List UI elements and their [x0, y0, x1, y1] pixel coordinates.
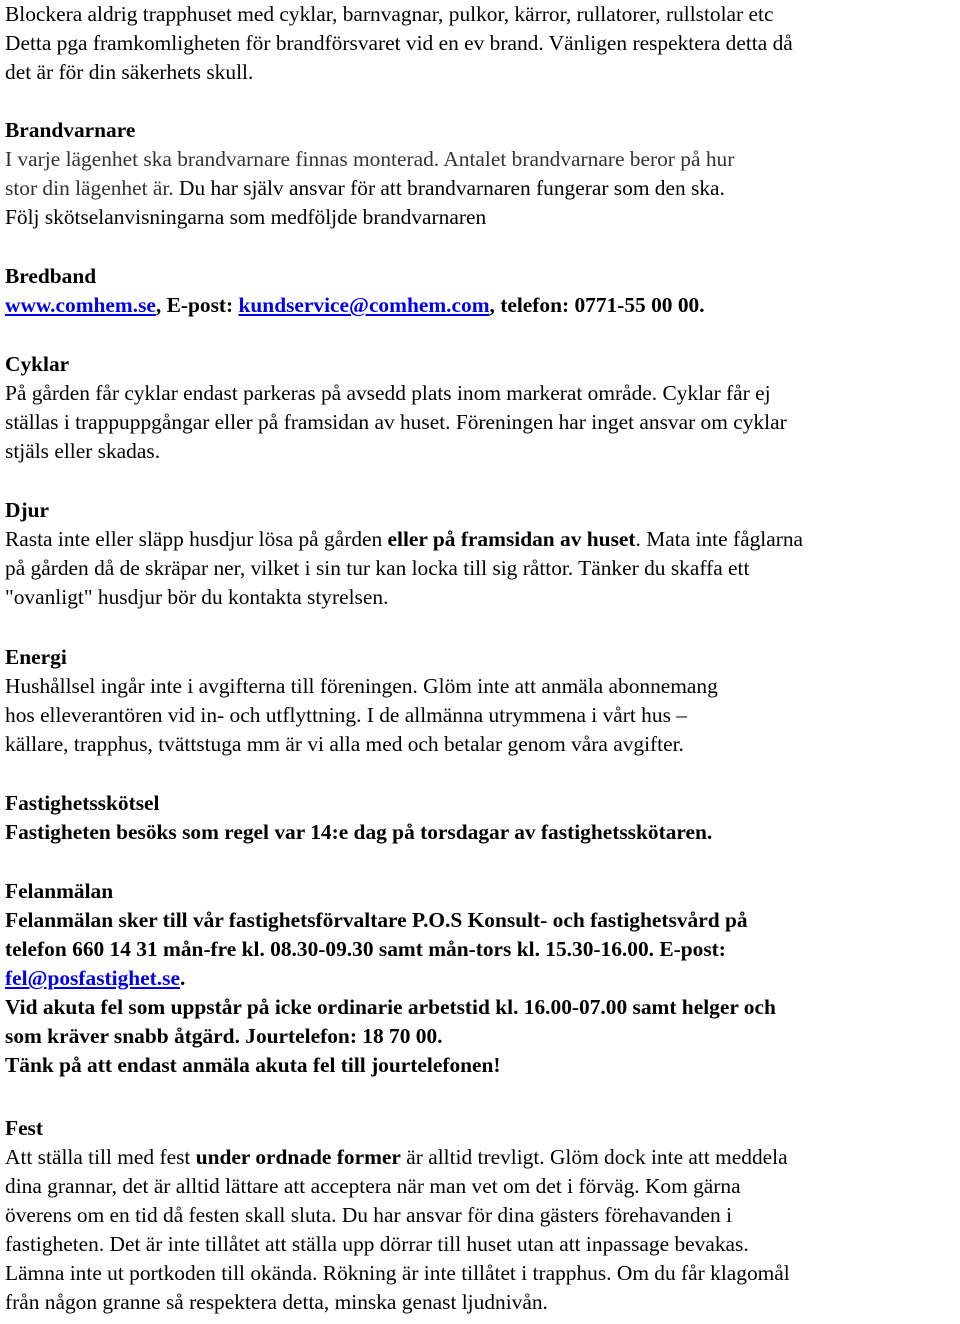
bredband-phone: , telefon: 0771-55 00 00.: [489, 293, 705, 317]
heading-djur: Djur: [5, 498, 49, 522]
djur-line-1b: eller på framsidan av huset: [387, 527, 636, 551]
djur-line-1c: . Mata inte fåglarna: [635, 527, 804, 551]
felanmalan-line-6: Tänk på att endast anmäla akuta fel till jourtelefonen!: [5, 1053, 501, 1077]
intro-line-3: det är för din säkerhets skull.: [5, 60, 254, 84]
bredband-email-label: , E-post:: [155, 293, 239, 317]
felanmalan-email-link[interactable]: fel@posfastighet.se: [5, 966, 180, 990]
felanmalan-line-2: telefon 660 14 31 mån-fre kl. 08.30-09.30 samt mån-tors kl. 15.30-16.00. E-post:: [5, 937, 726, 961]
fest-line-3: överens om en tid då festen skall sluta. Du har ansvar för dina gästers förehavanden i: [5, 1203, 733, 1227]
fest-line-1c: är alltid trevligt. Glöm dock inte att meddela: [400, 1145, 788, 1169]
felanmalan-period: .: [179, 966, 186, 990]
felanmalan-line-3: [5, 964, 185, 993]
fest-line-2: dina grannar, det är alltid lättare att acceptera när man vet om det i förväg. Kom gärna: [5, 1174, 741, 1198]
heading-fest: Fest: [5, 1116, 44, 1140]
brandvarnare-line-2: [5, 174, 725, 203]
comhem-website-link[interactable]: www.comhem.se: [5, 293, 156, 317]
felanmalan-line-1: Felanmälan sker till vår fastighetsförvaltare P.O.S Konsult- och fastighetsvård på: [5, 908, 748, 932]
intro-line-1: Blockera aldrig trapphuset med cyklar, barnvagnar, pulkor, kärror, rullatorer, rullstolar etc: [5, 2, 774, 26]
fest-line-1: [5, 1143, 788, 1172]
djur-line-2: på gården då de skräpar ner, vilket i sin tur kan locka till sig råttor. Tänker du skaffa ett: [5, 556, 750, 580]
bredband-contact-line: [5, 291, 705, 320]
energi-line-3: källare, trapphus, tvättstuga mm är vi alla med och betalar genom våra avgifter.: [5, 732, 684, 756]
djur-line-3: "ovanligt" husdjur bör du kontakta styrelsen.: [5, 585, 389, 609]
djur-line-1: [5, 525, 803, 554]
energi-line-2: hos elleverantören vid in- och utflyttning. I de allmänna utrymmena i vårt hus –: [5, 703, 687, 727]
cyklar-line-3: stjäls eller skadas.: [5, 439, 161, 463]
brandvarnare-line-1: I varje lägenhet ska brandvarnare finnas monterad. Antalet brandvarnare beror på hur: [5, 147, 735, 171]
fest-line-6: från någon granne så respektera detta, minska genast ljudnivån.: [5, 1290, 548, 1314]
intro-line-2: Detta pga framkomligheten för brandförsvaret vid en ev brand. Vänligen respektera detta då: [5, 31, 793, 55]
felanmalan-line-5: som kräver snabb åtgärd. Jourtelefon: 18 70 00.: [5, 1024, 443, 1048]
fest-line-1b: under ordnade former: [195, 1145, 401, 1169]
brandvarnare-line-2b: Du har själv ansvar för att brandvarnaren fungerar som den ska.: [173, 176, 725, 200]
heading-bredband: Bredband: [5, 264, 97, 288]
heading-energi: Energi: [5, 645, 67, 669]
cyklar-line-1: På gården får cyklar endast parkeras på avsedd plats inom markerat område. Cyklar får ej: [5, 381, 771, 405]
cyklar-line-2: ställas i trappuppgångar eller på framsidan av huset. Föreningen har inget ansvar om cyklar: [5, 410, 787, 434]
fest-line-4: fastigheten. Det är inte tillåtet att ställa upp dörrar till huset utan att inpassage bevakas.: [5, 1232, 749, 1256]
felanmalan-line-4: Vid akuta fel som uppstår på icke ordinarie arbetstid kl. 16.00-07.00 samt helger och: [5, 995, 776, 1019]
heading-felanmalan: Felanmälan: [5, 879, 114, 903]
fest-line-5: Lämna inte ut portkoden till okända. Rökning är inte tillåtet i trapphus. Om du får klagomål: [5, 1261, 790, 1285]
heading-brandvarnare: Brandvarnare: [5, 118, 136, 142]
heading-fastighetsskotsel: Fastighetsskötsel: [5, 791, 160, 815]
heading-cyklar: Cyklar: [5, 352, 70, 376]
brandvarnare-line-3: Följ skötselanvisningarna som medföljde brandvarnaren: [5, 205, 487, 229]
brandvarnare-line-2a: stor din lägenhet är.: [5, 176, 174, 200]
djur-line-1a: Rasta inte eller släpp husdjur lösa på gården: [5, 527, 388, 551]
energi-line-1: Hushållsel ingår inte i avgifterna till föreningen. Glöm inte att anmäla abonnemang: [5, 674, 718, 698]
fastighetsskotsel-line-1: Fastigheten besöks som regel var 14:e dag på torsdagar av fastighetsskötaren.: [5, 820, 713, 844]
kundservice-email-link[interactable]: kundservice@comhem.com: [238, 293, 490, 317]
fest-line-1a: Att ställa till med fest: [5, 1145, 196, 1169]
